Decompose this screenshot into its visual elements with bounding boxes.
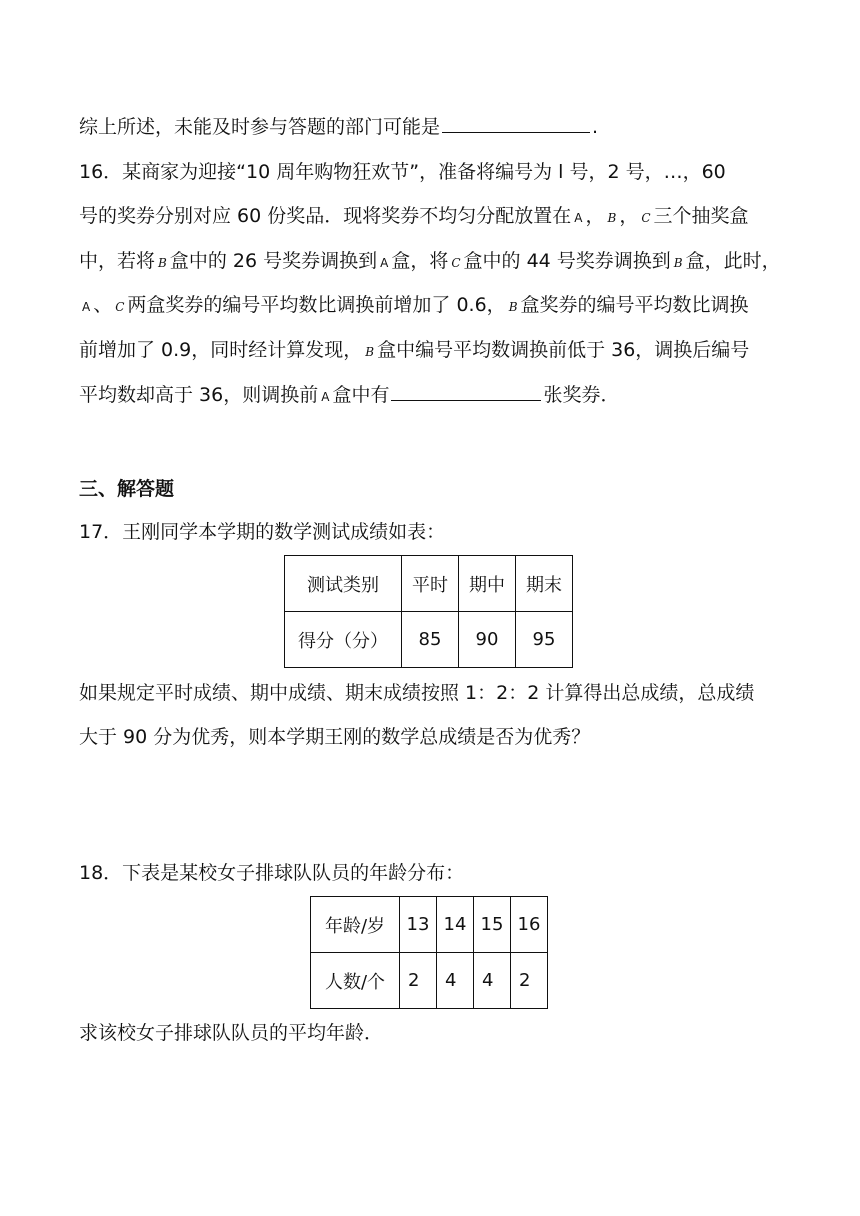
q16-line-2 [79, 201, 799, 233]
table-cell: 4 [437, 953, 474, 1009]
table-cell: 13 [400, 897, 437, 953]
var-a: A [82, 300, 91, 314]
q16-text: 盒，将 [391, 250, 449, 272]
q16-text: 中，若将 [79, 250, 156, 272]
q17-score-table [284, 555, 573, 668]
var-a: A [574, 211, 583, 225]
q16-line-1 [79, 157, 799, 187]
q17-intro: 17．王刚同学本学期的数学测试成绩如表： [79, 521, 446, 543]
q16-text: 盒中有 [332, 384, 390, 406]
q18-age-table [310, 896, 548, 1009]
answer-blank[interactable] [391, 382, 541, 401]
q16-text: 张奖券． [543, 384, 620, 406]
q16-text: 盒中编号平均数调换前低于 36，调换后编号 [377, 339, 750, 361]
var-b: B [158, 256, 167, 270]
table-header-cell: 期中 [459, 556, 516, 612]
table-cell: 得分（分） [285, 612, 402, 668]
q18-intro: 18．下表是某校女子排球队队员的年龄分布： [79, 862, 465, 884]
q16-text: 盒中的 26 号奖券调换到 [169, 250, 378, 272]
section-heading: 三、解答题 [79, 478, 175, 500]
q16-text: ， [585, 205, 605, 227]
q16-line-6 [79, 380, 799, 412]
q18-question: 求该校女子排球队队员的平均年龄． [79, 1022, 384, 1044]
q16-text: 16．某商家为迎接“10 周年购物狂欢节”，准备将编号为 l 号，2 号，…，60 [79, 161, 726, 183]
answer-blank[interactable] [442, 114, 590, 133]
var-c: C [451, 256, 461, 270]
q16-text: 号的奖券分别对应 60 份奖品．现将奖券不均匀分配放置在 [79, 205, 572, 227]
table-row [311, 953, 548, 1009]
q16-line-3 [79, 246, 799, 278]
table-cell: 90 [459, 612, 516, 668]
q15-conclusion-text: 综上所述，未能及时参与答题的部门可能是 [79, 116, 441, 138]
table-header-cell: 期末 [516, 556, 573, 612]
table-header-cell: 人数/个 [311, 953, 400, 1009]
table-cell: 2 [511, 953, 548, 1009]
table-header-cell: 测试类别 [285, 556, 402, 612]
var-c: C [641, 211, 651, 225]
table-header-cell: 年龄/岁 [311, 897, 400, 953]
var-b: B [607, 211, 617, 225]
table-cell: 85 [402, 612, 459, 668]
var-a: A [380, 256, 389, 270]
table-row [285, 612, 573, 668]
table-header-cell: 平时 [402, 556, 459, 612]
table-cell: 16 [511, 897, 548, 953]
table-cell: 2 [400, 953, 437, 1009]
q16-text: 前增加了 0.9，同时经计算发现， [79, 339, 363, 361]
q16-text: ， [619, 205, 639, 227]
q16-text: 、 [93, 294, 113, 316]
q16-text: 盒中的 44 号奖券调换到 [463, 250, 671, 272]
q16-text: 平均数却高于 36，则调换前 [79, 384, 319, 406]
table-cell: 4 [474, 953, 511, 1009]
q17-question-line-2: 大于 90 分为优秀，则本学期王刚的数学总成绩是否为优秀？ [79, 726, 591, 748]
q16-text: 两盒奖券的编号平均数比调换前增加了 0.6， [127, 294, 506, 316]
q16-text: 三个抽奖盒 [653, 205, 749, 227]
table-cell: 15 [474, 897, 511, 953]
q17-question-line-1: 如果规定平时成绩、期中成绩、期末成绩按照 1：2：2 计算得出总成绩，总成绩 [79, 682, 755, 704]
table-cell: 14 [437, 897, 474, 953]
var-b: B [673, 256, 683, 270]
q15-conclusion-line [79, 112, 799, 142]
q15-end: . [592, 116, 599, 138]
var-b: B [365, 345, 375, 359]
table-row [285, 556, 573, 612]
q16-line-5 [79, 335, 799, 367]
q16-text: 盒奖券的编号平均数比调换 [520, 294, 749, 316]
table-row [311, 897, 548, 953]
var-b: B [508, 300, 518, 314]
q16-line-4 [79, 290, 799, 322]
var-a: A [321, 390, 330, 404]
table-cell: 95 [516, 612, 573, 668]
var-c: C [115, 300, 125, 314]
q16-text: 盒，此时， [685, 250, 781, 272]
